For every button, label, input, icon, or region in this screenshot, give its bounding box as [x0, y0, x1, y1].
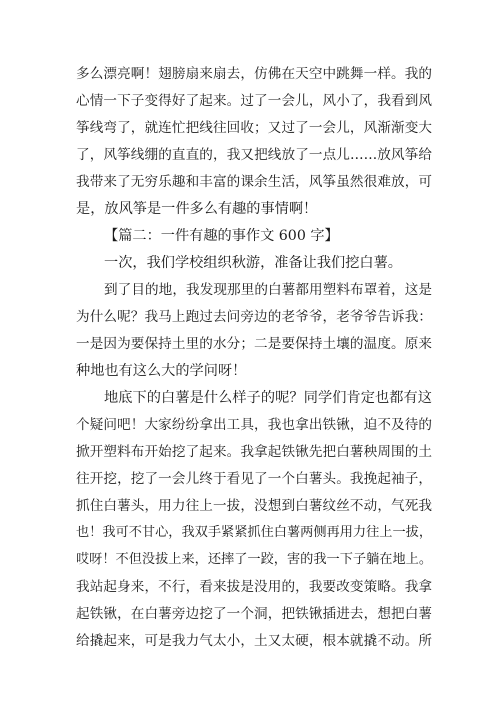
- paragraph-4-line-5: 抓住白薯头，用力往上一拔，没想到白薯纹丝不动，气死我: [76, 498, 432, 514]
- paragraph-4-line-3: 掀开塑料布开始挖了起来。我拿起铁锹先把白薯秧周围的土: [76, 444, 432, 460]
- paragraph-4-line-8: 我站起身来，不行，看来拔是没用的，我要改变策略。我拿: [76, 579, 432, 595]
- paragraph-3-line-2: 为什么呢？我马上跑过去问旁边的老爷爷，老爷爷告诉我：: [76, 309, 432, 325]
- paragraph-1-line-2: 心情一下子变得好了起来。过了一会儿，风小了，我看到风: [76, 93, 432, 109]
- paragraph-4-line-2: 个疑问吧！大家纷纷拿出工具，我也拿出铁锹，迫不及待的: [76, 417, 432, 433]
- paragraph-4-line-6: 也！我可不甘心，我双手紧紧抓住白薯两侧再用力往上一拔，: [76, 525, 433, 540]
- paragraph-1-line-1: 多么漂亮啊！翅膀扇来扇去，仿佛在天空中跳舞一样。我的: [76, 66, 432, 82]
- paragraph-2-line-1: 一次，我们学校组织秋游，准备让我们挖白薯。: [104, 255, 402, 271]
- paragraph-1-line-6: 是，放风筝是一件多么有趣的事情啊！: [76, 201, 318, 217]
- paragraph-4-line-10: 给撬起来，可是我力气太小，土又太硬，根本就撬不动。所: [76, 633, 432, 649]
- paragraph-4-line-9: 起铁锹，在白薯旁边挖了一个洞，把铁锹插进去，想把白薯: [76, 606, 432, 622]
- paragraph-3-line-1: 到了目的地，我发现那里的白薯都用塑料布罩着，这是: [104, 282, 432, 298]
- paragraph-4-line-1: 地底下的白薯是什么样子的呢？同学们肯定也都有这: [104, 390, 432, 406]
- section-heading: 【篇二：一件有趣的事作文 600 字】: [104, 228, 339, 244]
- paragraph-3-line-3: 一是因为要保持土里的水分；二是要保持土壤的温度。原来: [76, 336, 432, 352]
- paragraph-1-line-5: 我带来了无穷乐趣和丰富的课余生活，风筝虽然很难放，可: [76, 174, 432, 190]
- paragraph-1-line-4: 了，风筝线绷的直直的，我又把线放了一点儿……放风筝给: [76, 147, 432, 163]
- paragraph-1-line-3: 筝线弯了，就连忙把线往回收；又过了一会儿，风渐渐变大: [76, 120, 432, 136]
- paragraph-4-line-4: 往开挖，挖了一会儿终于看见了一个白薯头。我挽起袖子，: [76, 471, 432, 487]
- paragraph-4-line-7: 哎呀！不但没拔上来，还摔了一跤，害的我一下子躺在地上。: [76, 552, 433, 567]
- paragraph-3-line-4: 种地也有这么大的学问呀！: [76, 363, 247, 379]
